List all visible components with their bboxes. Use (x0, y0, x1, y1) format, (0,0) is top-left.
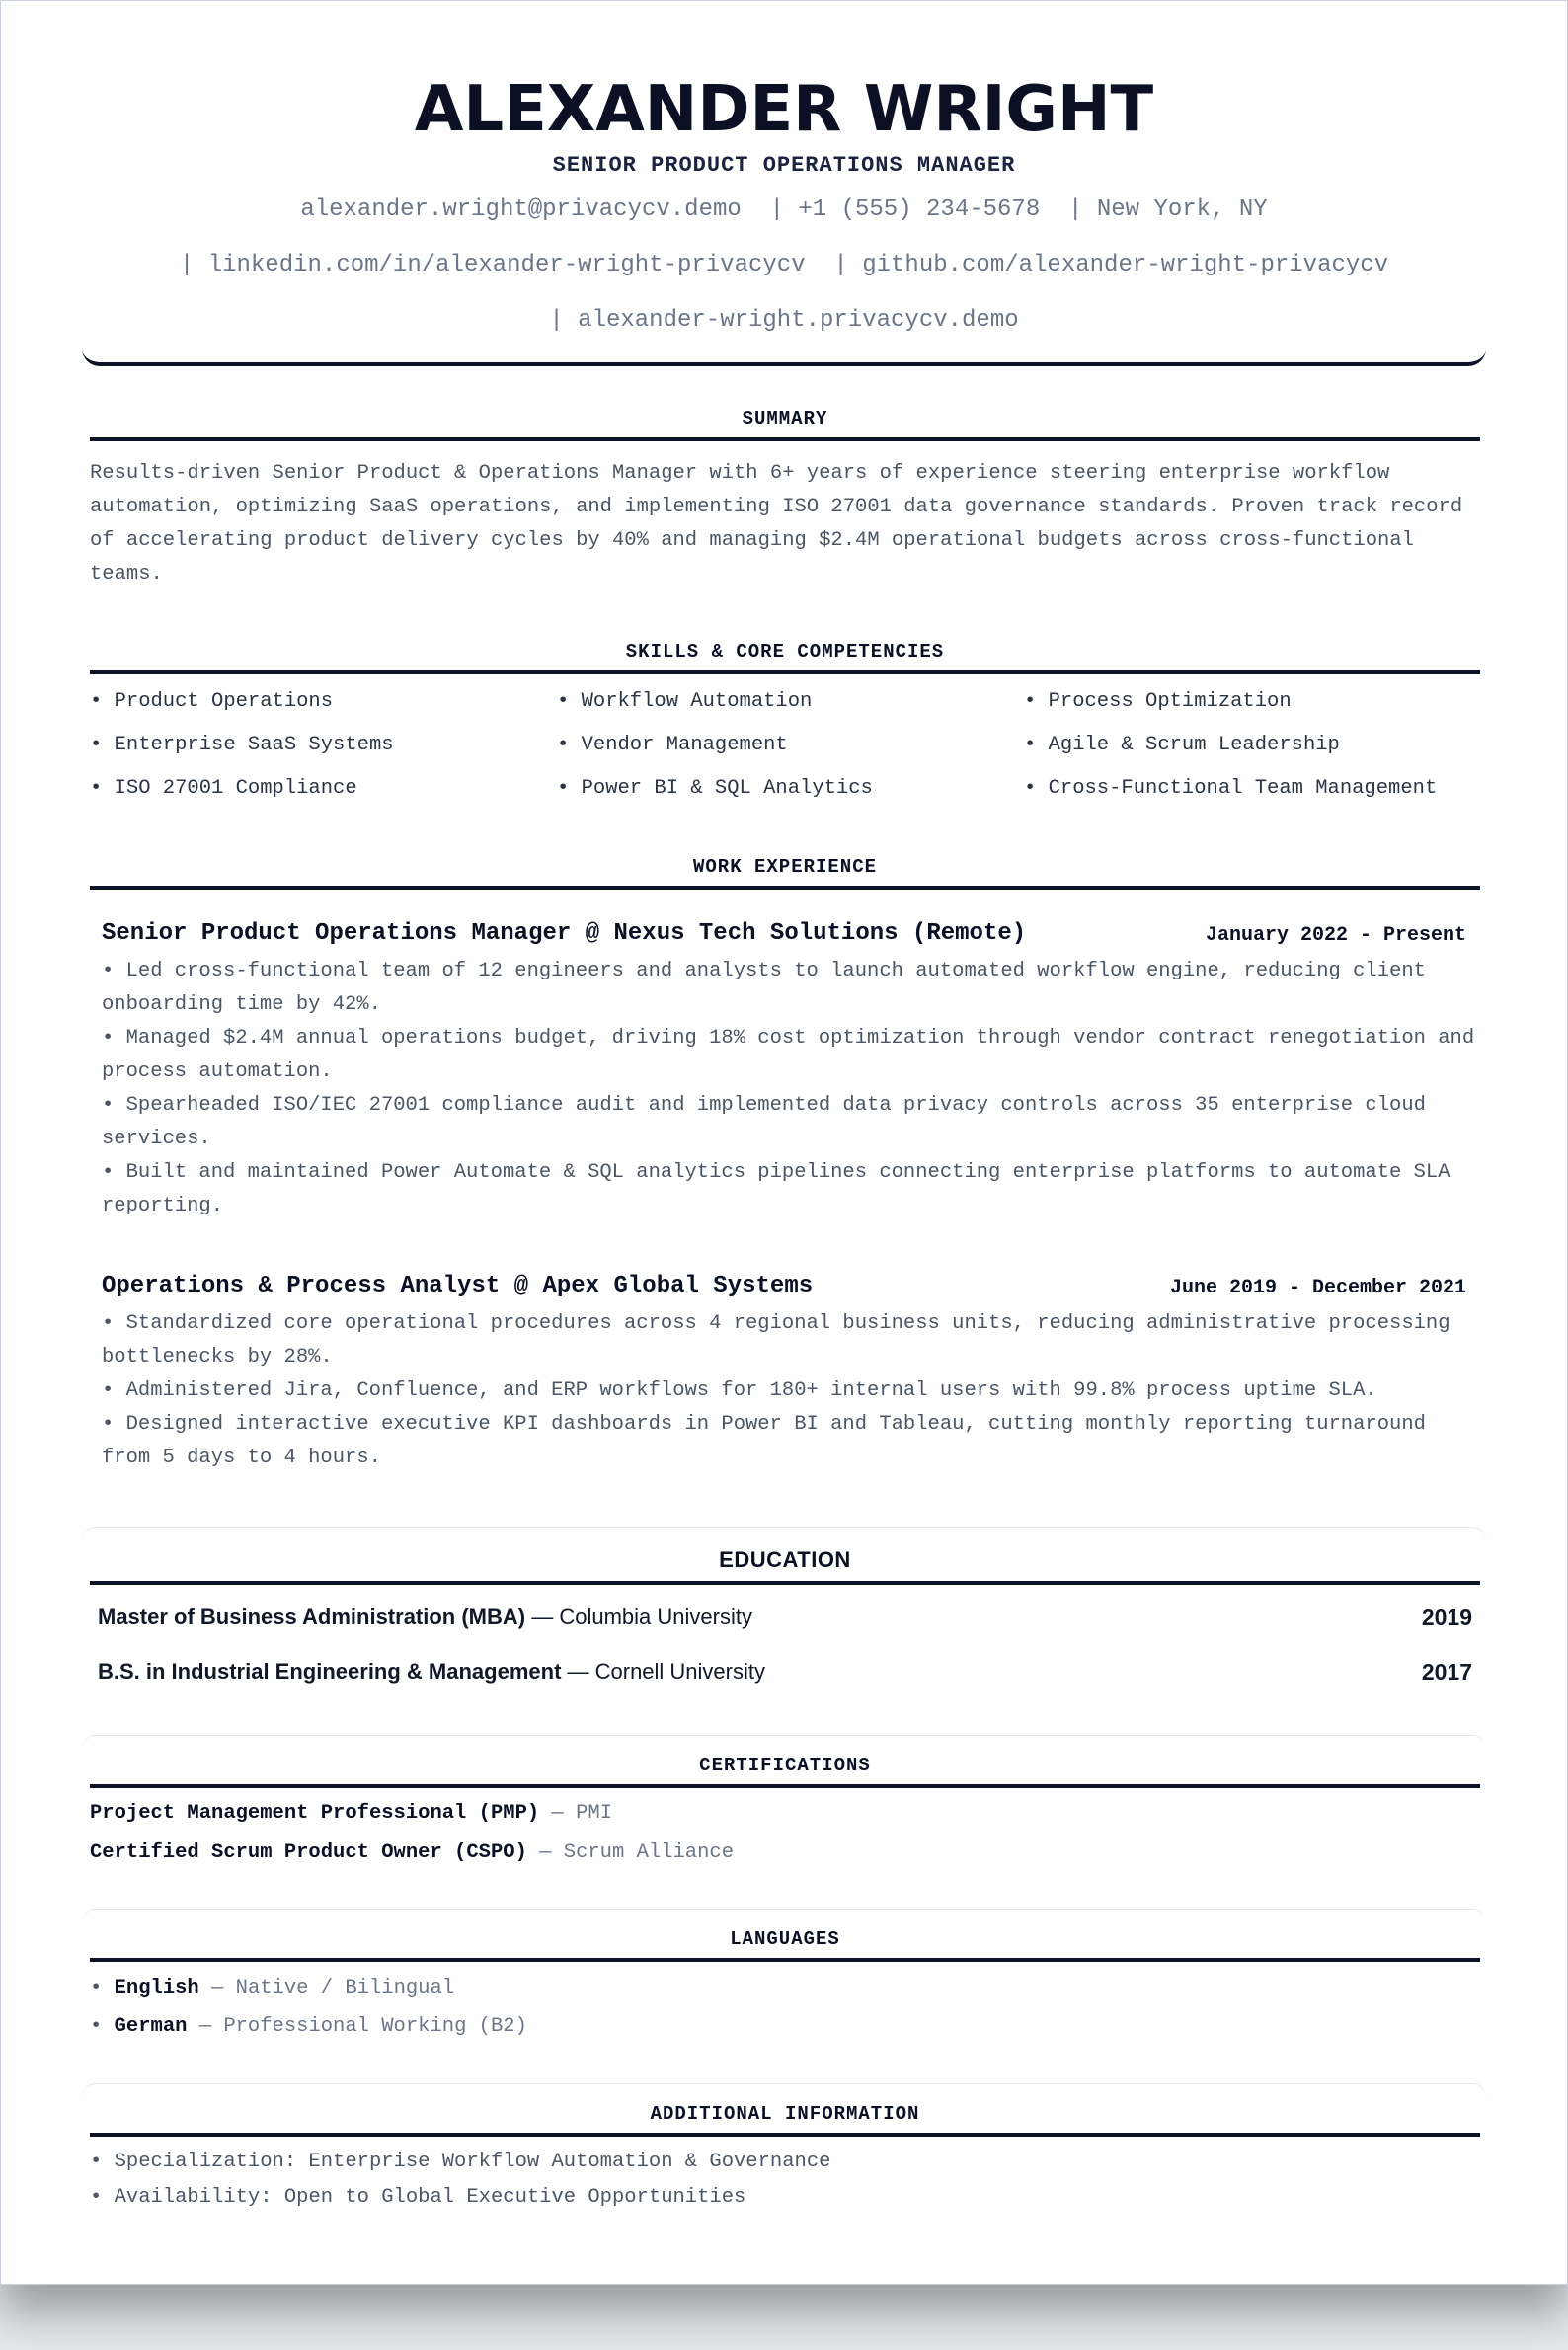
certification-issuer: — PMI (539, 1802, 612, 1825)
skill-item: • Workflow Automation (557, 690, 813, 713)
certification-issuer: — Scrum Alliance (526, 1841, 735, 1864)
education-school: — Cornell University (561, 1659, 765, 1684)
skill-item: • Agile & Scrum Leadership (1024, 734, 1340, 756)
job-title: Operations & Process Analyst @ Apex Global Systems (102, 1273, 814, 1299)
skill-item: • Process Optimization (1024, 690, 1292, 713)
contact-line-3[interactable]: | alexander-wright.privacycv.demo (549, 307, 1019, 334)
certification-name: Certified Scrum Product Owner (CSPO) (90, 1841, 527, 1864)
section-divider (82, 1909, 1486, 1923)
education-entry (98, 1605, 1472, 1630)
languages-heading: LANGUAGES (90, 1928, 1480, 1962)
job-bullet: • Standardized core operational procedures across 4 regional business units, reducing administrative processing bottlenecks by 28%. (102, 1312, 1450, 1369)
job-bullet: • Spearheaded ISO/IEC 27001 compliance audit and implemented data privacy controls across 35 enterprise cloud services. (102, 1094, 1426, 1150)
additional-heading: ADDITIONAL INFORMATION (90, 2103, 1480, 2137)
language-level: — Native / Bilingual (198, 1977, 455, 1999)
experience-heading: WORK EXPERIENCE (90, 856, 1480, 890)
candidate-headline: SENIOR PRODUCT OPERATIONS MANAGER (552, 153, 1016, 178)
job-bullets (102, 955, 1476, 1223)
summary-heading: SUMMARY (90, 408, 1480, 441)
job-bullet: • Led cross-functional team of 12 engineers and analysts to launch automated workflow engine, reducing client onboarding time by 42%. (102, 960, 1426, 1016)
job-bullet: • Built and maintained Power Automate & SQL analytics pipelines connecting enterprise platforms to automate SLA reporting. (102, 1161, 1450, 1217)
certification-entry (90, 1841, 734, 1864)
additional-item: • Availability: Open to Global Executive Opportunities (90, 2186, 746, 2209)
skill-item: • Power BI & SQL Analytics (557, 777, 873, 800)
summary-text: Results-driven Senior Product & Operations Manager with 6+ years of experience steering enterprise workflow automation, optimizing SaaS operations, and implementing ISO 27001 data governance standards. Proven track record of accelerating product delivery cycles by 40% and managing $2.4M operational budgets across cross-functional teams. (90, 462, 1463, 586)
contact-line-1[interactable]: alexander.wright@privacycv.demo | +1 (555) 234-5678 | New York, NY (300, 196, 1268, 223)
education-year: 2019 (1421, 1605, 1472, 1630)
job-bullet: • Administered Jira, Confluence, and ERP workflows for 180+ internal users with 99.8% process uptime SLA. (102, 1379, 1377, 1402)
skill-item: • Cross-Functional Team Management (1024, 777, 1438, 800)
education-school: — Columbia University (525, 1605, 752, 1629)
language-entry (90, 2015, 527, 2038)
skill-item: • Product Operations (90, 690, 334, 713)
skills-heading: SKILLS & CORE COMPETENCIES (90, 641, 1480, 674)
language-name: German (114, 2015, 188, 2038)
education-entry (98, 1659, 1472, 1684)
job-bullet: • Managed $2.4M annual operations budget, driving 18% cost optimization through vendor contract renegotiation and process automation. (102, 1027, 1475, 1083)
language-entry (90, 1977, 454, 1999)
education-degree: Master of Business Administration (MBA) (98, 1605, 526, 1629)
education-degree: B.S. in Industrial Engineering & Management (98, 1659, 562, 1684)
bullet: • (90, 1977, 115, 1999)
certification-name: Project Management Professional (PMP) (90, 1802, 540, 1825)
resume-header (82, 1, 1486, 366)
certifications-heading: CERTIFICATIONS (90, 1755, 1480, 1788)
section-divider (82, 1528, 1486, 1542)
candidate-name: ALEXANDER WRIGHT (414, 73, 1154, 146)
skills-grid (90, 687, 1492, 804)
education-heading: EDUCATION (90, 1547, 1480, 1585)
bullet: • (90, 2015, 115, 2038)
section-divider (82, 2083, 1486, 2098)
additional-item: • Specialization: Enterprise Workflow Automation & Governance (90, 2151, 831, 2173)
job-bullets (102, 1307, 1476, 1475)
language-level: — Professional Working (B2) (187, 2015, 527, 2038)
education-year: 2017 (1421, 1659, 1472, 1684)
skill-item: • ISO 27001 Compliance (90, 777, 357, 800)
skill-item: • Enterprise SaaS Systems (90, 734, 394, 756)
contact-line-2[interactable]: | linkedin.com/in/alexander-wright-privacycv | github.com/alexander-wright-privacycv (179, 252, 1389, 278)
job-title: Senior Product Operations Manager @ Nexus Tech Solutions (Remote) (102, 920, 1027, 947)
job-date: June 2019 - December 2021 (1169, 1277, 1466, 1299)
certification-entry (90, 1802, 612, 1825)
section-divider (82, 1735, 1486, 1750)
job-date: January 2022 - Present (1205, 924, 1466, 947)
language-name: English (114, 1977, 199, 1999)
job-bullet: • Designed interactive executive KPI dashboards in Power BI and Tableau, cutting monthly reporting turnaround from 5 days to 4 hours. (102, 1413, 1426, 1469)
skill-item: • Vendor Management (557, 734, 788, 756)
